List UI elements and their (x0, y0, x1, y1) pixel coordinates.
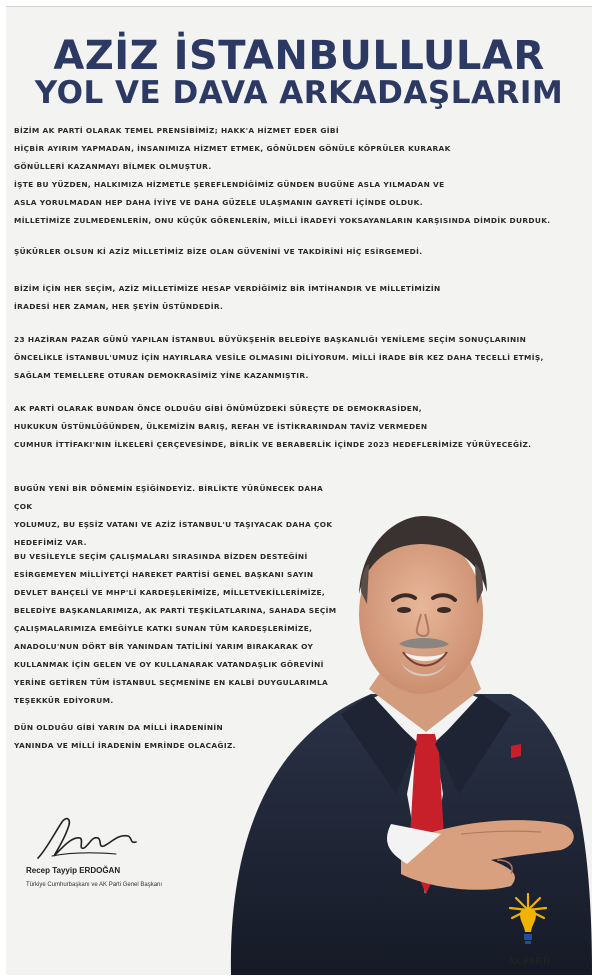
signatory-title: Türkiye Cumhurbaşkanı ve AK Parti Genel Başkanı (26, 882, 163, 888)
ak-parti-logo-text: AK PARTİ (508, 956, 550, 966)
paragraph-7: BU VESİLEYLE SEÇİM ÇALIŞMALARI SIRASINDA BİZDEN DESTEĞİNİ ESİRGEMEYEN MİLLİYETÇİ HAREKET PARTİSİ GENEL BAŞKANI SAYIN DEVLET BAHÇELİ VE MHP'Lİ KARDEŞLERİMİZE, MİLLETVEKİLLERİMİZE, BELEDİYE BAŞKANLARIMIZA, AK PARTİ TEŞKİLATLARINA, SAHADA SEÇİM ÇALIŞMALARIMIZA EMEĞİYLE KATKI SUNAN TÜM KARDEŞLERİMİZE, ANADOLU'NUN DÖRT BİR YANINDAN TATİLİNİ YARIM BIRAKARAK OY KULLANMAK İÇİN GELEN VE OY KULLANARAK VATANDAŞLIK GÖREVİNİ YERİNE GETİREN TÜM İSTANBUL SEÇMENİNE EN KALBİ DUYGULARIMLA TEŞEKKÜR EDİYORUM. (14, 552, 337, 705)
paragraph-3: BİZİM İÇİN HER SEÇİM, AZİZ MİLLETİMİZE HESAP VERDİĞİMİZ BİR İMTİHANDIR VE MİLLETİMİZİN İRADESİ HER ZAMAN, HER ŞEYİN ÜSTÜNDEDİR. (14, 284, 441, 311)
top-rule (6, 6, 592, 7)
headline-line-2: YOL VE DAVA ARKADAŞLARIM (34, 75, 564, 111)
paragraph-5: AK PARTİ OLARAK BUNDAN ÖNCE OLDUĞU GİBİ ÖNÜMÜZDEKİ SÜREÇTE DE DEMOKRASİDEN, HUKUKUN ÜSTÜNLÜĞÜNDEN, ÜLKEMİZİN BARIŞ, REFAH VE İSTİKRARINDAN TAVİZ VERMEDEN CUMHUR İTTİFAKI'NIN İLKELERİ ÇERÇEVESİNDE, BİRLİK VE BERABERLİK İÇİNDE 2023 HEDEFLERİMİZE YÜRÜYECEĞİZ. (14, 404, 532, 449)
handwritten-signature (32, 812, 142, 864)
paragraph-6: BUGÜN YENİ BİR DÖNEMİN EŞİĞİNDEYİZ. BİRLİKTE YÜRÜNECEK DAHA ÇOK YOLUMUZ, BU EŞSİZ VATANI VE AZİZ İSTANBUL'U TAŞIYACAK DAHA ÇOK HEDEFİMİZ VAR. (14, 484, 333, 547)
paragraph-2: ŞÜKÜRLER OLSUN Kİ AZİZ MİLLETİMİZ BİZE OLAN GÜVENİNİ VE TAKDİRİNİ HİÇ ESİRGEMEDİ. (14, 247, 423, 256)
advertisement-page (6, 6, 592, 975)
signatory-name: Recep Tayyip ERDOĞAN (26, 866, 121, 875)
paragraph-4: 23 HAZİRAN PAZAR GÜNÜ YAPILAN İSTANBUL BÜYÜKŞEHİR BELEDİYE BAŞKANLIĞI YENİLEME SEÇİM SONUÇLARININ ÖNCELİKLE İSTANBUL'UMUZ İÇİN HAYIRLARA VESİLE OLMASINI DİLİYORUM. MİLLİ İRADE BİR KEZ DAHA TECELLİ ETMİŞ, SAĞLAM TEMELLERE OTURAN DEMOKRASİMİZ YİNE KAZANMIŞTIR. (14, 335, 544, 380)
paragraph-1: BİZİM AK PARTİ OLARAK TEMEL PRENSİBİMİZ; HAKK'A HİZMET EDER GİBİ HİÇBİR AYIRIM YAPMADAN, İNSANIMIZA HİZMET ETMEK, GÖNÜLDEN GÖNÜLE KÖPRÜLER KURARAK GÖNÜLLERİ KAZANMAYI BİLMEK OLMUŞTUR. İŞTE BU YÜZDEN, HALKIMIZA HİZMETLE ŞEREFLENDİĞİMİZ GÜNDEN BUGÜNE ASLA YILMADAN VE ASLA YORULMADAN HEP DAHA İYİYE VE DAHA GÜZELE ULAŞMANIN GAYRETİ İÇİNDE OLDUK. MİLLETİMİZE ZULMEDENLERİN, ONU KÜÇÜK GÖRENLERİN, MİLLİ İRADEYİ YOKSAYANLARIN KARŞISINDA DİMDİK DURDUK. (14, 126, 551, 225)
paragraph-8: DÜN OLDUĞU GİBİ YARIN DA MİLLİ İRADENİNİN YANINDA VE MİLLİ İRADENİN EMRİNDE OLACAĞIZ. (14, 723, 236, 750)
headline-line-1: AZİZ İSTANBULLULAR (53, 33, 545, 79)
